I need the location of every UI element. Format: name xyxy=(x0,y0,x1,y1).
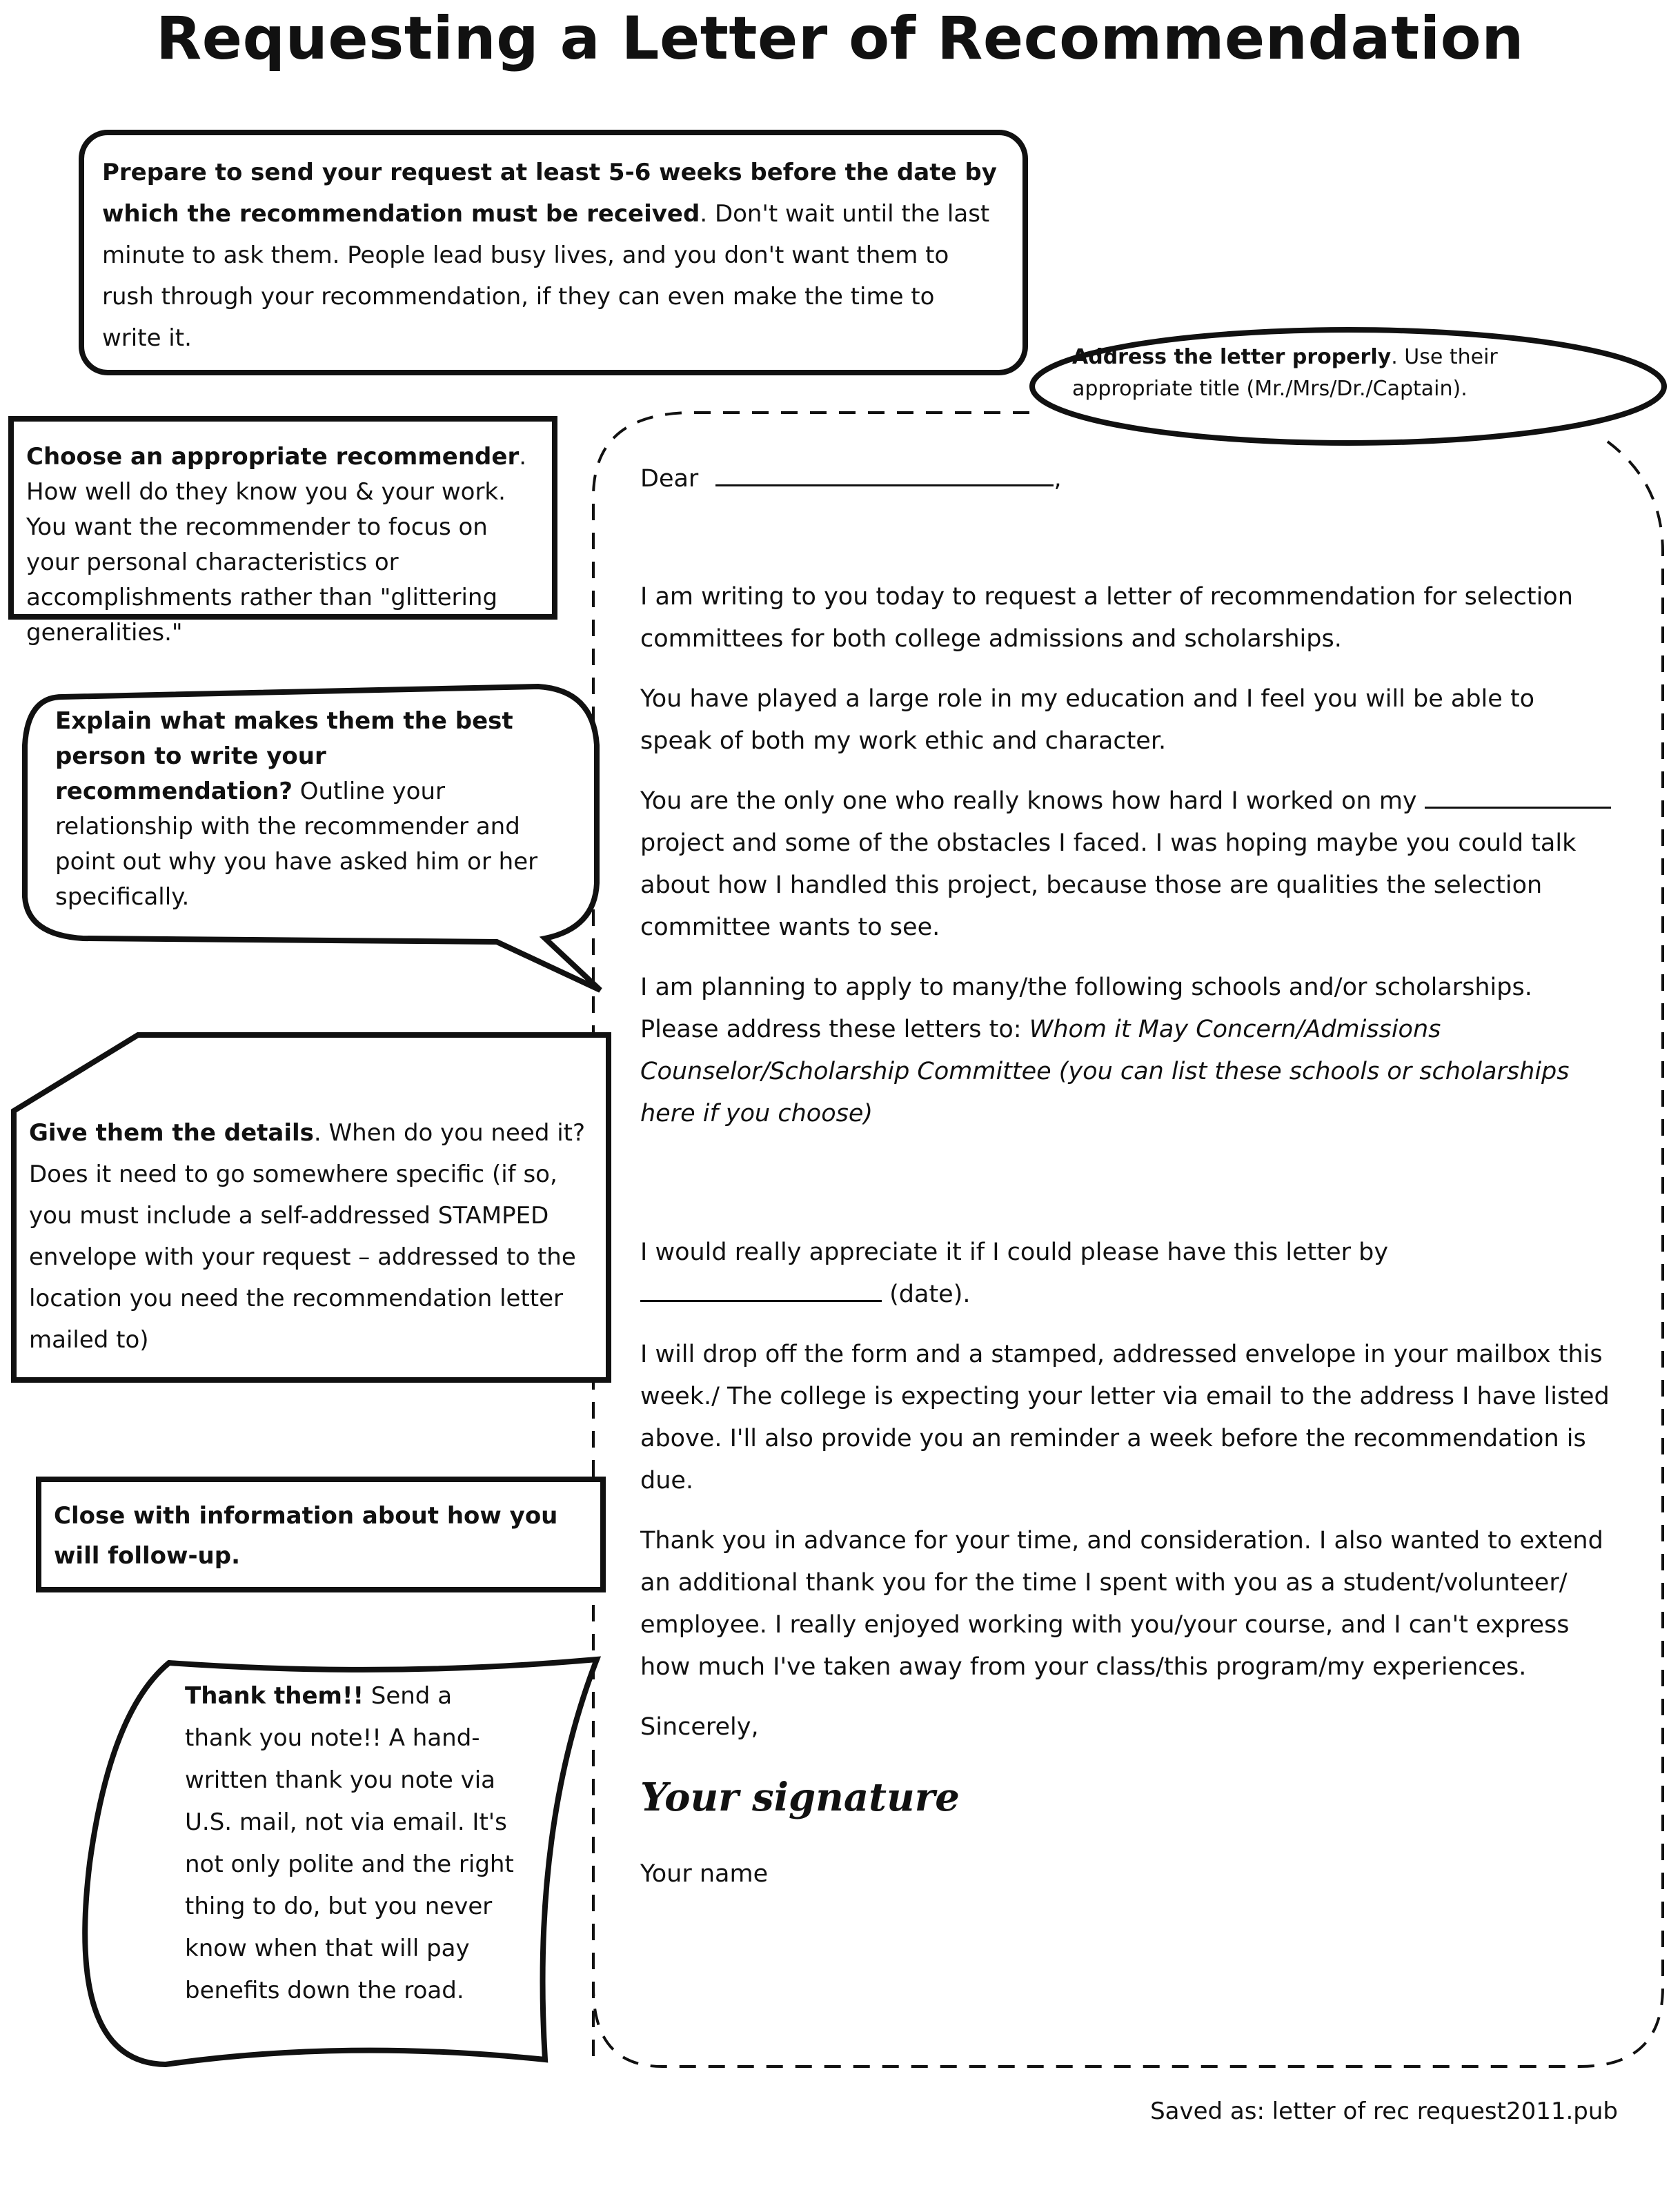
tip-thank xyxy=(185,1675,523,2012)
paragraph-3-start: You are the only one who really knows how hard I worked on my xyxy=(640,787,1417,815)
tip-thank-bold: Thank them!! xyxy=(185,1682,364,1710)
signature: Your signature xyxy=(640,1775,960,1820)
letter-salutation xyxy=(640,458,1613,500)
paragraph-1: I am writing to you today to request a letter of recommendation for selection committees for both college admissions and scholarships. xyxy=(640,583,1573,653)
paragraph-3 xyxy=(640,780,1613,949)
paragraph-5 xyxy=(640,1232,1613,1316)
paragraph-7: Thank you in advance for your time, and consideration. I also wanted to extend an additional thank you for the time I spent with you as a student/volunteer/ employee. I really enjoyed working with you/your course, and I can't express how much I've taken away from your class/this program/my experiences. xyxy=(640,1527,1603,1681)
tip-details-bold: Give them the details xyxy=(29,1119,314,1147)
paragraph-4-start: I am planning to apply to many/the following schools and/or scholarships. Please address these letters to: xyxy=(640,974,1532,1043)
paragraph-3-end: project and some of the obstacles I faced. I was hoping maybe you could talk about how I handled this project, because those are qualities the selection committee wants to see. xyxy=(640,829,1577,941)
paragraph-4 xyxy=(640,967,1613,1135)
tip-details-text: . When do you need it? Does it need to go somewhere specific (if so, you must include a self-addressed STAMPED envelope with your request – addressed to the location you need the recommendation letter mailed to) xyxy=(29,1119,586,1354)
recipient-blank xyxy=(715,460,1054,486)
date-blank xyxy=(640,1275,882,1302)
tip-explain xyxy=(55,704,566,915)
footer-saved-as: Saved as: letter of rec request2011.pub xyxy=(1150,2098,1618,2125)
tip-close xyxy=(36,1477,606,1592)
tip-address-text: . Use their appropriate title (Mr./Mrs/Dr./Captain). xyxy=(1072,345,1498,401)
tip-thank-text: Send a thank you note!! A hand-written thank you note via U.S. mail, not via email. It's not only polite and the right thing to do, but you never know when that will pay benefits down the road. xyxy=(185,1682,514,2004)
tip-explain-bold: Explain what makes them the best person to write your recommendation? xyxy=(55,707,513,805)
tip-explain-text: Outline your relationship with the recommender and point out why you have asked him or her specifically. xyxy=(55,778,538,911)
paragraph-6: I will drop off the form and a stamped, addressed envelope in your mailbox this week./ The college is expecting your letter via email to the address I have listed above. I'll also provide you an reminder a week before the recommendation is due. xyxy=(640,1341,1610,1494)
paragraph-5-end: (date). xyxy=(889,1281,971,1308)
tip-choose xyxy=(8,416,557,647)
tip-choose-bold: Choose an appropriate recommender xyxy=(26,443,520,471)
closing: Sincerely, xyxy=(640,1713,759,1741)
tip-prepare xyxy=(102,152,999,359)
letter-body xyxy=(640,458,1613,1895)
paragraph-2: You have played a large role in my education and I feel you will be able to speak of both my work ethic and character. xyxy=(640,685,1535,755)
tip-prepare-bold: Prepare to send your request at least 5-6 weeks before the date by which the recommendation must be received xyxy=(102,159,997,228)
tip-address-bold: Address the letter properly xyxy=(1072,345,1392,369)
tip-details xyxy=(29,1112,588,1361)
salutation-comma: , xyxy=(1054,465,1062,493)
your-name: Your name xyxy=(640,1860,769,1888)
tip-close-bold: Close with information about how you will follow-up. xyxy=(54,1502,558,1570)
page-title: Requesting a Letter of Recommendation xyxy=(156,4,1524,73)
tip-choose-text: . How well do they know you & your work. You want the recommender to focus on your personal characteristics or accomplishments rather than "glittering generalities." xyxy=(26,443,527,647)
salutation-text: Dear xyxy=(640,465,699,493)
project-blank xyxy=(1425,782,1611,809)
paragraph-4-italic: Whom it May Concern/Admissions Counselor/Scholarship Committee (you can list these schools or scholarships here if you choose) xyxy=(640,1016,1570,1127)
tip-prepare-text: . Don't wait until the last minute to ask them. People lead busy lives, and you don't want them to rush through your recommendation, if they can even make the time to write it. xyxy=(102,200,990,352)
paragraph-5-start: I would really appreciate it if I could please have this letter by xyxy=(640,1239,1389,1266)
tip-address xyxy=(1072,342,1624,405)
